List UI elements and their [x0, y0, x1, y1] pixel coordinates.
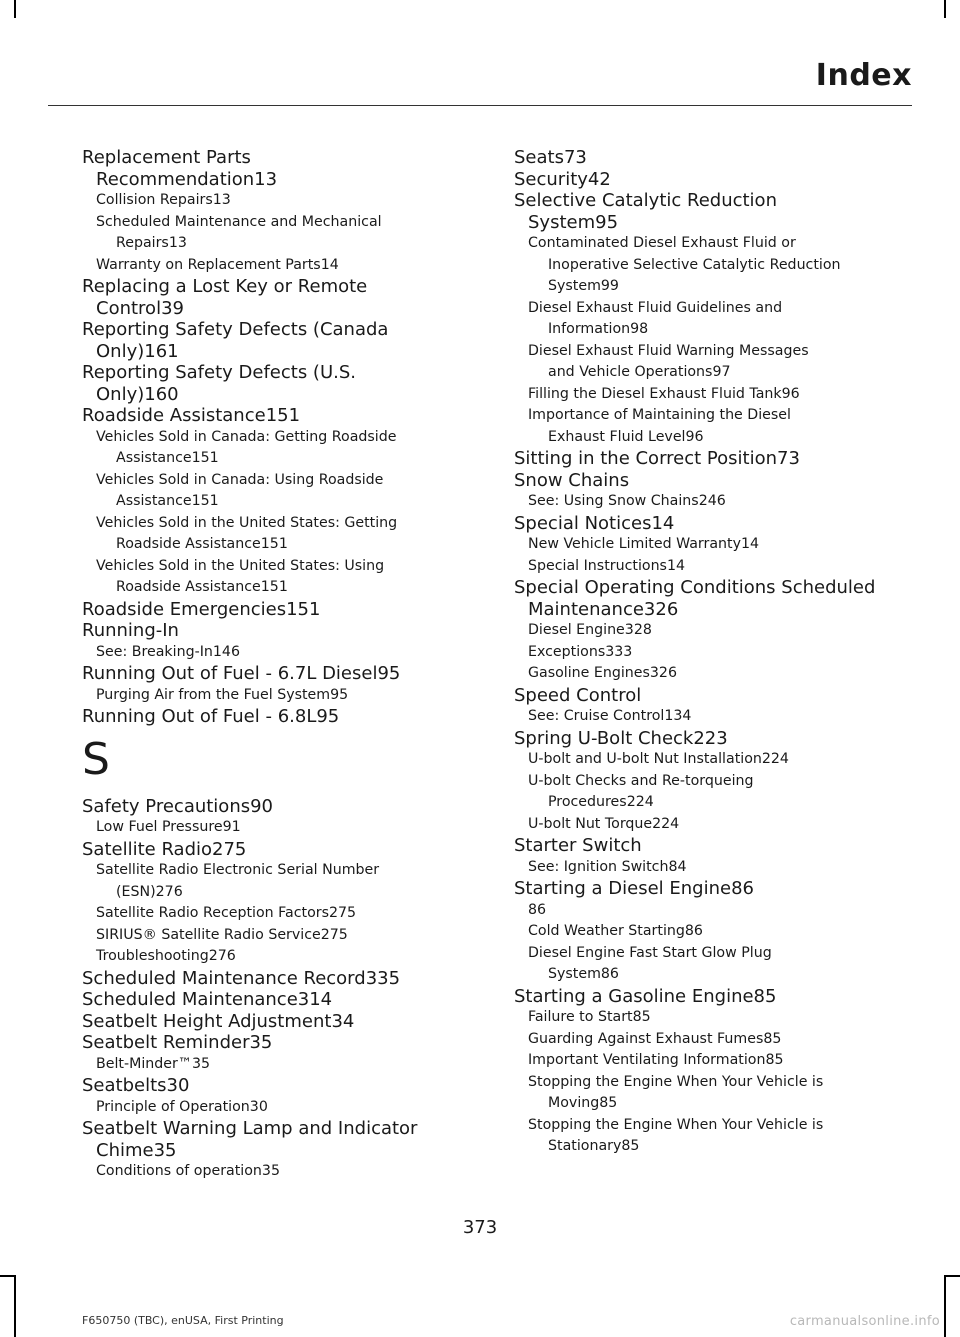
index-subentry[interactable]	[82, 427, 473, 470]
entry-text: Starting a Diesel Engine	[514, 878, 732, 899]
entry-text: Satellite Radio Electronic Serial Number	[96, 862, 380, 878]
entry-text: Exceptions	[528, 643, 606, 660]
index-entry[interactable]	[82, 276, 473, 319]
entry-text: Vehicles Sold in Canada: Getting Roadside	[96, 428, 397, 445]
entry-text: Repairs	[116, 235, 169, 251]
index-entry[interactable]	[514, 147, 905, 169]
index-subentry[interactable]	[82, 190, 473, 212]
entry-text: Safety Precautions	[82, 795, 251, 817]
entry-text: Spring U-Bolt Check	[514, 727, 694, 749]
entry-text: Diesel Engine Fast Start Glow Plug	[528, 944, 772, 961]
index-entry[interactable]	[82, 620, 473, 642]
entry-page: 84	[668, 858, 687, 875]
entry-text: Security	[514, 168, 588, 190]
entry-text: Scheduled Maintenance Record	[82, 967, 366, 989]
entry-page: 95	[316, 706, 340, 727]
entry-text: Running Out of Fuel - 6.8L	[82, 706, 317, 727]
entry-text: Importance of Maintaining the Diesel	[528, 407, 791, 423]
crop-mark-bottom-left-h	[0, 1275, 16, 1277]
entry-text: Sitting in the Correct Position	[514, 448, 777, 469]
index-subentry[interactable]	[514, 943, 905, 986]
index-subentry[interactable]	[514, 771, 905, 814]
entry-page: 35	[261, 1163, 280, 1179]
entry-text: Only)	[96, 340, 145, 362]
crop-mark-bottom-left	[14, 1277, 16, 1337]
entry-page: 224	[761, 751, 789, 767]
entry-page: 96	[685, 428, 704, 445]
entry-page: 98	[630, 321, 649, 337]
index-subentry[interactable]	[514, 921, 905, 943]
entry-text: U-bolt and U-bolt Nut Installation	[528, 751, 762, 767]
entry-text: SIRIUS® Satellite Radio Service	[96, 926, 321, 943]
index-entry[interactable]	[82, 1011, 473, 1033]
entry-page: 39	[161, 297, 184, 319]
entry-page: 335	[365, 967, 401, 989]
entry-page: 14	[666, 557, 686, 574]
watermark: carmanualsonline.info	[789, 1314, 940, 1329]
index-subentry[interactable]	[514, 1050, 905, 1072]
index-subentry[interactable]	[514, 233, 905, 298]
index-subentry[interactable]	[514, 1115, 905, 1158]
entry-text: Speed Control	[514, 684, 642, 706]
index-entry[interactable]	[82, 968, 473, 990]
index-subentry[interactable]	[514, 341, 905, 384]
entry-page: 85	[753, 985, 777, 1007]
entry-text: Belt-Minder™	[96, 1055, 193, 1072]
entry-page: 99	[600, 278, 619, 294]
entry-text: Vehicles Sold in the United States: Getting	[96, 514, 398, 531]
index-subentry[interactable]	[514, 491, 905, 513]
entry-text: Conditions of operation	[96, 1163, 262, 1179]
entry-page: 35	[249, 1032, 273, 1053]
entry-text: Information	[548, 321, 631, 337]
entry-page: 275	[320, 926, 348, 943]
entry-text: Vehicles Sold in the United States: Using	[96, 557, 385, 574]
index-subentry[interactable]	[82, 1161, 473, 1183]
entry-text: Control	[96, 297, 162, 319]
index-subentry[interactable]	[514, 298, 905, 341]
entry-page: 86	[600, 966, 619, 982]
entry-page: 85	[632, 1009, 651, 1025]
index-subentry[interactable]	[82, 685, 473, 707]
entry-text: Diesel Exhaust Fluid Warning Messages	[528, 342, 809, 359]
entry-text: Troubleshooting	[96, 948, 209, 964]
entry-text: System	[548, 278, 601, 294]
entry-page: 30	[166, 1075, 190, 1096]
index-subentry[interactable]	[82, 556, 473, 599]
index-subentry[interactable]	[514, 642, 905, 664]
index-subentry[interactable]	[82, 255, 473, 277]
entry-text: Special Operating Conditions Scheduled	[514, 577, 876, 598]
entry-page: 34	[331, 1010, 355, 1032]
entry-text: Seatbelt Reminder	[82, 1032, 250, 1053]
entry-page: 86	[684, 923, 703, 939]
entry-text: (ESN)	[116, 883, 156, 900]
index-entry[interactable]	[514, 448, 905, 470]
entry-page: 276	[155, 883, 183, 900]
entry-page: 85	[765, 1052, 784, 1068]
index-subentry[interactable]	[82, 1097, 473, 1119]
entry-text: Vehicles Sold in Canada: Using Roadside	[96, 471, 384, 488]
entry-text: See: Breaking-In	[96, 643, 213, 660]
footer-print-info: F650750 (TBC), enUSA, First Printing	[82, 1314, 284, 1327]
index-entry[interactable]	[82, 599, 473, 621]
index-entry[interactable]	[82, 1118, 473, 1161]
entry-text: Scheduled Maintenance	[82, 989, 298, 1010]
index-subentry[interactable]	[514, 405, 905, 448]
page-title: Index	[815, 58, 912, 93]
entry-text: Maintenance	[528, 598, 644, 620]
index-entry[interactable]	[514, 835, 905, 857]
entry-text: Assistance	[116, 493, 192, 509]
entry-page: 151	[191, 450, 219, 466]
entry-page: 13	[254, 168, 278, 190]
entry-text: Seatbelt Height Adjustment	[82, 1010, 332, 1032]
entry-text: Scheduled Maintenance and Mechanical	[96, 213, 382, 230]
crop-mark-bottom-right	[944, 1277, 946, 1337]
entry-text: Gasoline Engines	[528, 665, 650, 681]
entry-page: 35	[192, 1055, 211, 1072]
entry-text: Selective Catalytic Reduction	[514, 190, 777, 211]
entry-text: Assistance	[116, 450, 192, 466]
entry-text: Seats	[514, 147, 564, 168]
entry-text: Exhaust Fluid Level	[548, 428, 686, 445]
entry-text: U-bolt Checks and Re-torqueing	[528, 772, 754, 789]
entry-page: 97	[712, 364, 731, 380]
entry-page: 86	[528, 901, 547, 918]
entry-page: 151	[191, 493, 219, 509]
entry-page: 134	[664, 708, 692, 724]
entry-text: Satellite Radio Reception Factors	[96, 905, 329, 921]
index-entry[interactable]	[82, 839, 473, 861]
index-subentry[interactable]	[82, 946, 473, 968]
index-subentry[interactable]	[514, 857, 905, 879]
index-subentry[interactable]	[514, 1007, 905, 1029]
entry-text: Chime	[96, 1139, 154, 1161]
index-entry[interactable]	[82, 706, 473, 728]
entry-page: 161	[144, 340, 179, 362]
entry-text: See: Using Snow Chains	[528, 493, 699, 509]
index-subentry[interactable]	[514, 1072, 905, 1115]
index-entry[interactable]	[514, 169, 905, 191]
index-subentry[interactable]	[514, 706, 905, 728]
entry-page: 86	[731, 878, 754, 899]
entry-text: Seatbelt Warning Lamp and Indicator	[82, 1118, 418, 1139]
entry-text: Roadside Assistance	[116, 536, 261, 552]
index-subentry[interactable]	[514, 663, 905, 685]
entry-text: Only)	[96, 383, 145, 405]
index-entry[interactable]	[82, 362, 473, 405]
entry-text: Stopping the Engine When Your Vehicle is	[528, 1116, 824, 1133]
entry-text: See: Ignition Switch	[528, 858, 669, 875]
entry-page: 275	[328, 905, 357, 921]
index-entry[interactable]	[82, 319, 473, 362]
entry-text: Special Notices	[514, 512, 652, 534]
entry-text: Principle of Operation	[96, 1098, 250, 1115]
index-subentry[interactable]	[82, 1054, 473, 1076]
index-column-right	[514, 147, 905, 1158]
entry-text: Stopping the Engine When Your Vehicle is	[528, 1073, 824, 1090]
entry-text: Reporting Safety Defects (U.S.	[82, 362, 356, 383]
crop-mark-top-left	[14, 0, 16, 18]
entry-page: 333	[605, 643, 633, 660]
index-entry[interactable]	[82, 147, 473, 190]
index-subentry[interactable]	[82, 860, 473, 903]
index-entry[interactable]	[514, 190, 905, 233]
entry-page: 223	[693, 727, 728, 749]
entry-text: Starter Switch	[514, 835, 642, 856]
entry-text: Contaminated Diesel Exhaust Fluid or	[528, 235, 796, 251]
entry-page: 326	[643, 598, 679, 620]
section-letter-heading: S	[82, 733, 110, 785]
entry-text: Roadside Emergencies	[82, 598, 287, 620]
index-subentry[interactable]	[514, 384, 905, 406]
index-subentry[interactable]	[514, 620, 905, 642]
index-subentry[interactable]	[514, 1029, 905, 1051]
index-subentry[interactable]	[82, 212, 473, 255]
entry-text: Special Instructions	[528, 557, 667, 574]
entry-page: 275	[212, 838, 247, 860]
entry-page: 151	[260, 536, 288, 552]
entry-text: Procedures	[548, 794, 627, 810]
index-entry[interactable]	[514, 986, 905, 1008]
crop-mark-bottom-right-h	[944, 1275, 960, 1277]
entry-page: 224	[626, 794, 654, 810]
index-subentry[interactable]	[514, 900, 905, 922]
entry-page: 30	[249, 1098, 268, 1115]
index-subentry[interactable]	[514, 534, 905, 556]
index-entry[interactable]	[514, 577, 905, 620]
entry-page: 151	[286, 598, 321, 620]
entry-page: 85	[599, 1095, 618, 1111]
entry-text: Replacing a Lost Key or Remote	[82, 276, 368, 297]
entry-text: Diesel Exhaust Fluid Guidelines and	[528, 299, 783, 316]
index-subentry[interactable]	[514, 749, 905, 771]
entry-text: Moving	[548, 1095, 600, 1111]
index-subentry[interactable]	[514, 814, 905, 836]
entry-text: Running-In	[82, 620, 179, 641]
index-entry[interactable]	[82, 796, 473, 818]
entry-text: Warranty on Replacement Parts	[96, 256, 321, 273]
entry-page: 73	[777, 448, 800, 469]
entry-text: and Vehicle Operations	[548, 364, 713, 380]
entry-text-continued: Inoperative Selective Catalytic Reduction	[548, 256, 841, 273]
header-divider	[48, 105, 912, 106]
entry-text: Diesel Engine	[528, 622, 625, 638]
entry-page: 90	[250, 795, 274, 817]
entry-page: 160	[144, 383, 179, 405]
entry-page: 13	[168, 235, 187, 251]
index-subentry[interactable]	[82, 925, 473, 947]
entry-page: 95	[377, 663, 401, 684]
index-entry[interactable]	[82, 1032, 473, 1054]
entry-text: Roadside Assistance	[82, 405, 266, 426]
entry-text: Snow Chains	[514, 469, 630, 491]
entry-text: U-bolt Nut Torque	[528, 815, 653, 832]
entry-text: Roadside Assistance	[116, 579, 261, 595]
entry-page: 151	[260, 579, 288, 595]
entry-page: 224	[652, 815, 680, 832]
entry-text: Failure to Start	[528, 1009, 633, 1025]
entry-text: Running Out of Fuel - 6.7L Diesel	[82, 663, 378, 684]
entry-text: Guarding Against Exhaust Fumes	[528, 1030, 764, 1047]
index-subentry[interactable]	[82, 470, 473, 513]
entry-page: 151	[265, 405, 301, 426]
entry-page: 35	[153, 1139, 177, 1161]
index-entry[interactable]	[514, 513, 905, 535]
entry-text: Important Ventilating Information	[528, 1052, 766, 1068]
entry-text: Purging Air from the Fuel System	[96, 686, 331, 703]
entry-text: Satellite Radio	[82, 838, 213, 860]
entry-text: Recommendation	[96, 168, 255, 190]
entry-text: Reporting Safety Defects (Canada	[82, 319, 389, 340]
index-entry[interactable]	[514, 728, 905, 750]
entry-page: 96	[781, 385, 800, 402]
index-entry[interactable]	[514, 470, 905, 492]
entry-page: 42	[587, 168, 611, 190]
index-entry[interactable]	[514, 878, 905, 900]
crop-mark-top-right	[944, 0, 946, 18]
entry-text: New Vehicle Limited Warranty	[528, 536, 741, 552]
entry-text: System	[528, 211, 596, 233]
entry-text: Stationary	[548, 1138, 622, 1154]
index-entry[interactable]	[82, 1075, 473, 1097]
entry-page: 13	[212, 192, 231, 208]
entry-text: System	[548, 966, 601, 982]
index-subentry[interactable]	[82, 642, 473, 664]
index-entry[interactable]	[514, 685, 905, 707]
entry-page: 14	[320, 256, 339, 273]
index-column-left	[82, 147, 473, 1183]
entry-text: Low Fuel Pressure	[96, 819, 223, 835]
entry-page: 85	[621, 1138, 640, 1154]
index-subentry[interactable]	[514, 556, 905, 578]
entry-page: 326	[649, 665, 677, 681]
entry-text: Replacement Parts	[82, 147, 251, 168]
index-subentry[interactable]	[82, 817, 473, 839]
index-subentry[interactable]	[82, 513, 473, 556]
entry-text: Filling the Diesel Exhaust Fluid Tank	[528, 385, 782, 402]
entry-page: 95	[330, 686, 349, 703]
entry-page: 328	[624, 622, 652, 638]
index-entry[interactable]	[82, 405, 473, 427]
entry-page: 146	[212, 643, 240, 660]
index-entry[interactable]	[82, 989, 473, 1011]
entry-text: See: Cruise Control	[528, 708, 665, 724]
page-number: 373	[462, 1217, 498, 1238]
entry-page: 14	[741, 536, 760, 552]
entry-text: Cold Weather Starting	[528, 923, 685, 939]
entry-text: Seatbelts	[82, 1075, 167, 1096]
entry-text: Collision Repairs	[96, 192, 213, 208]
entry-page: 91	[222, 819, 241, 835]
entry-page: 276	[208, 948, 236, 964]
entry-page: 314	[297, 989, 333, 1010]
entry-page: 85	[763, 1030, 782, 1047]
index-entry[interactable]	[82, 663, 473, 685]
entry-page: 246	[698, 493, 726, 509]
entry-text: Starting a Gasoline Engine	[514, 985, 754, 1007]
entry-page: 73	[563, 147, 587, 168]
index-subentry[interactable]	[82, 903, 473, 925]
entry-page: 95	[595, 211, 619, 233]
entry-page: 14	[651, 512, 675, 534]
